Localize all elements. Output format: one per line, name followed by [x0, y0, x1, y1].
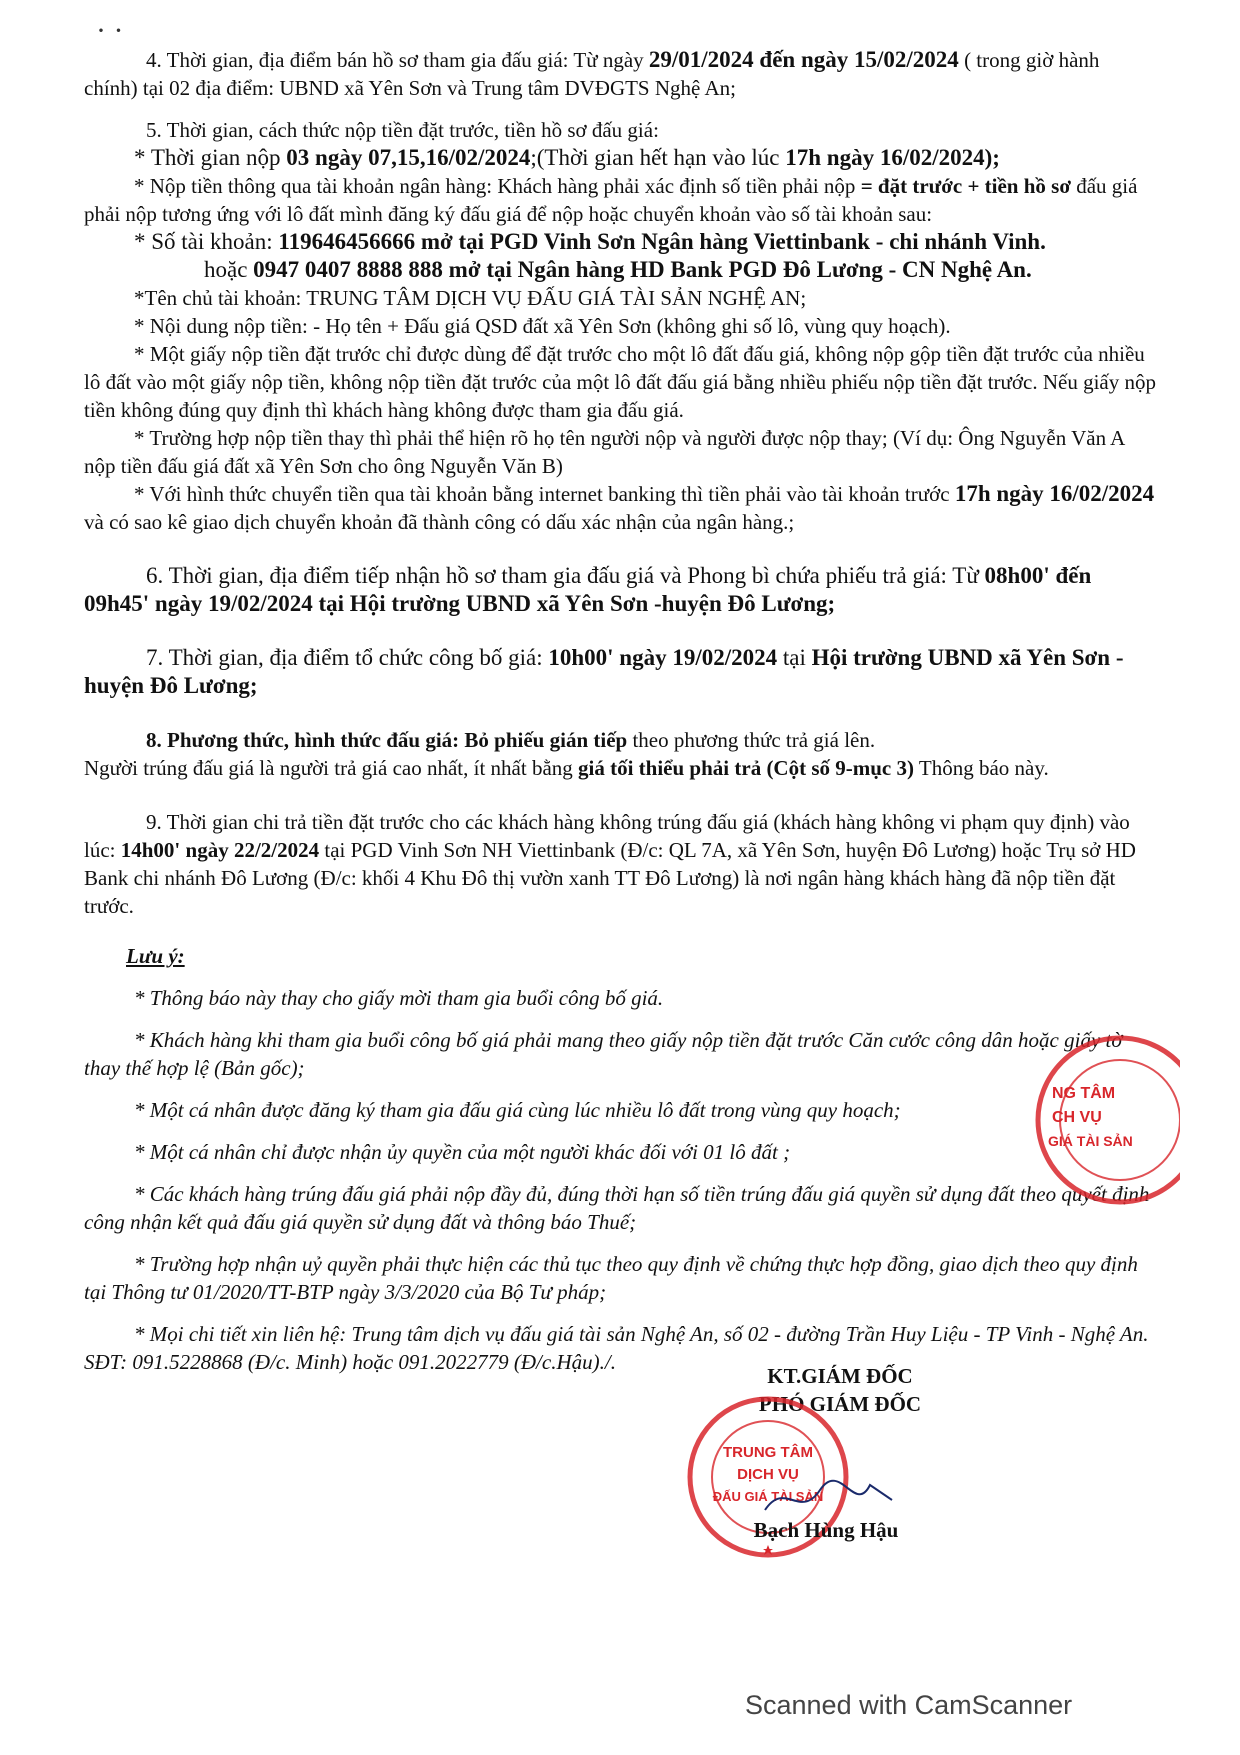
item-8-line-2: Người trúng đấu giá là người trả giá cao nhất, ít nhất bằng giá tối thiểu phải trả (Cột số 9-mục 3) Thông báo này. [84, 756, 1049, 780]
notes-title: Lưu ý: [126, 944, 185, 968]
notes-list [84, 984, 1156, 1376]
signature-title-1: KT.GIÁM ĐỐC [767, 1364, 913, 1388]
scan-speck: · · [96, 14, 124, 47]
note-item: * Thông báo này thay cho giấy mời tham gia buổi công bố giá. [134, 986, 664, 1010]
item-5-proxy: * Trường hợp nộp tiền thay thì phải thể hiện rõ họ tên người nộp và người được nộp thay; (Ví dụ: Ông Nguyễn Văn A nộp tiền đấu giá đất xã Yên Sơn cho ông Nguyễn Văn B) [84, 426, 1125, 478]
item-5-account-2: hoặc 0947 0407 8888 888 mở tại Ngân hàng HD Bank PGD Đô Lương - CN Nghệ An. [204, 257, 1032, 282]
note-item: * Khách hàng khi tham gia buổi công bố giá phải mang theo giấy nộp tiền đặt trước Căn cước công dân hoặc giấy tờ thay thế hợp lệ (Bản gốc); [84, 1028, 1123, 1080]
item-5-account: * Số tài khoản: 119646456666 mở tại PGD Vinh Sơn Ngân hàng Viettinbank - chi nhánh Vinh. [134, 229, 1046, 254]
note-item: * Mọi chi tiết xin liên hệ: Trung tâm dịch vụ đấu giá tài sản Nghệ An, số 02 - đường Trần Huy Liệu - TP Vinh - Nghệ An. SĐT: 091.5228868 (Đ/c. Minh) hoặc 091.2022779 (Đ/c.Hậu)./. [84, 1322, 1149, 1374]
item-5-heading: 5. Thời gian, cách thức nộp tiền đặt trước, tiền hồ sơ đấu giá: [146, 118, 659, 142]
item-5-one-slip: * Một giấy nộp tiền đặt trước chỉ được dùng để đặt trước cho một lô đất đấu giá, không nộp gộp tiền đặt trước của nhiều lô đất vào một giấy nộp tiền, không nộp tiền đặt trước của một lô đất đấu giá bằng nhiều phiếu nộp tiền đặt trước. Nếu giấy nộp tiền không đúng quy định thì khách hàng không được tham gia đấu giá. [84, 342, 1156, 422]
note-item: * Một cá nhân chỉ được nhận ủy quyền của một người khác đối với 01 lô đất ; [134, 1140, 791, 1164]
partial-seal-line: GIÁ TÀI SẢN [1048, 1133, 1133, 1149]
item-9: 9. Thời gian chi trả tiền đặt trước cho các khách hàng không trúng đấu giá (khách hàng không vi phạm quy định) vào lúc: 14h00' ngày 22/2/2024 tại PGD Vinh Sơn NH Viettinbank (Đ/c: QL 7A, xã Yên Sơn, huyện Đô Lương) hoặc Trụ sở HD Bank chi nhánh Đô Lương (Đ/c: khối 4 Khu Đô thị vườn xanh TT Đô Lương) là nơi ngân hàng khách hàng đã nộp tiền đặt trước. [84, 810, 1136, 918]
partial-seal-line: NG TÂM [1052, 1085, 1116, 1102]
main-seal-line: DỊCH VỤ [737, 1466, 799, 1483]
item-5-internet: * Với hình thức chuyển tiền qua tài khoản bằng internet banking thì tiền phải vào tài khoản trước 17h ngày 16/02/2024 và có sao kê giao dịch chuyển khoản đã thành công có dấu xác nhận của ngân hàng.; [84, 481, 1155, 534]
camscanner-watermark: Scanned with CamScanner [745, 1690, 1073, 1720]
document-body [84, 46, 1156, 1376]
signer-name: Bạch Hùng Hậu [753, 1518, 899, 1542]
note-item: * Trường hợp nhận uỷ quyền phải thực hiện các thủ tục theo quy định về chứng thực hợp đồng, giao dịch theo quy định tại Thông tư 01/2020/TT-BTP ngày 3/3/2020 của Bộ Tư pháp; [84, 1252, 1138, 1304]
item-5-content: * Nội dung nộp tiền: - Họ tên + Đấu giá QSD đất xã Yên Sơn (không ghi số lô, vùng quy hoạch). [134, 314, 951, 338]
item-5-time: * Thời gian nộp 03 ngày 07,15,16/02/2024;(Thời gian hết hạn vào lúc 17h ngày 16/02/2024); [134, 145, 1000, 170]
partial-seal-stamp [1030, 1030, 1180, 1210]
item-7: 7. Thời gian, địa điểm tổ chức công bố giá: 10h00' ngày 19/02/2024 tại Hội trường UBND xã Yên Sơn -huyện Đô Lương; [84, 645, 1124, 698]
item-4: 4. Thời gian, địa điểm bán hồ sơ tham gia đấu giá: Từ ngày 29/01/2024 đến ngày 15/02/2024 ( trong giờ hành chính) tại 02 địa điểm: UBND xã Yên Sơn và Trung tâm DVĐGTS Nghệ An; [84, 47, 1100, 100]
main-seal-line: TRUNG TÂM [723, 1444, 813, 1461]
note-item: * Các khách hàng trúng đấu giá phải nộp đầy đủ, đúng thời hạn số tiền trúng đấu giá quyền sử dụng đất theo quyết định công nhận kết quả đấu giá quyền sử dụng đất và thông báo Thuế; [84, 1182, 1150, 1234]
main-seal-line: ĐẤU GIÁ TÀI SẢN [712, 1489, 824, 1504]
signature-title-2: PHÓ GIÁM ĐỐC [758, 1392, 922, 1416]
item-5-bank: * Nộp tiền thông qua tài khoản ngân hàng: Khách hàng phải xác định số tiền phải nộp = đặt trước + tiền hồ sơ đấu giá phải nộp tương ứng với lô đất mình đăng ký đấu giá để nộp hoặc chuyển khoản vào số tài khoản sau: [84, 174, 1138, 226]
note-item: * Một cá nhân được đăng ký tham gia đấu giá cùng lúc nhiều lô đất trong vùng quy hoạch; [134, 1098, 901, 1122]
partial-seal-line: CH VỤ [1052, 1109, 1102, 1126]
item-8: 8. Phương thức, hình thức đấu giá: Bỏ phiếu gián tiếp theo phương thức trả giá lên. [146, 728, 876, 752]
item-6: 6. Thời gian, địa điểm tiếp nhận hồ sơ tham gia đấu giá và Phong bì chứa phiếu trả giá: Từ 08h00' đến 09h45' ngày 19/02/2024 tại Hội trường UBND xã Yên Sơn -huyện Đô Lương; [84, 563, 1092, 616]
item-5-owner: *Tên chủ tài khoản: TRUNG TÂM DỊCH VỤ ĐẤU GIÁ TÀI SẢN NGHỆ AN; [134, 286, 807, 310]
